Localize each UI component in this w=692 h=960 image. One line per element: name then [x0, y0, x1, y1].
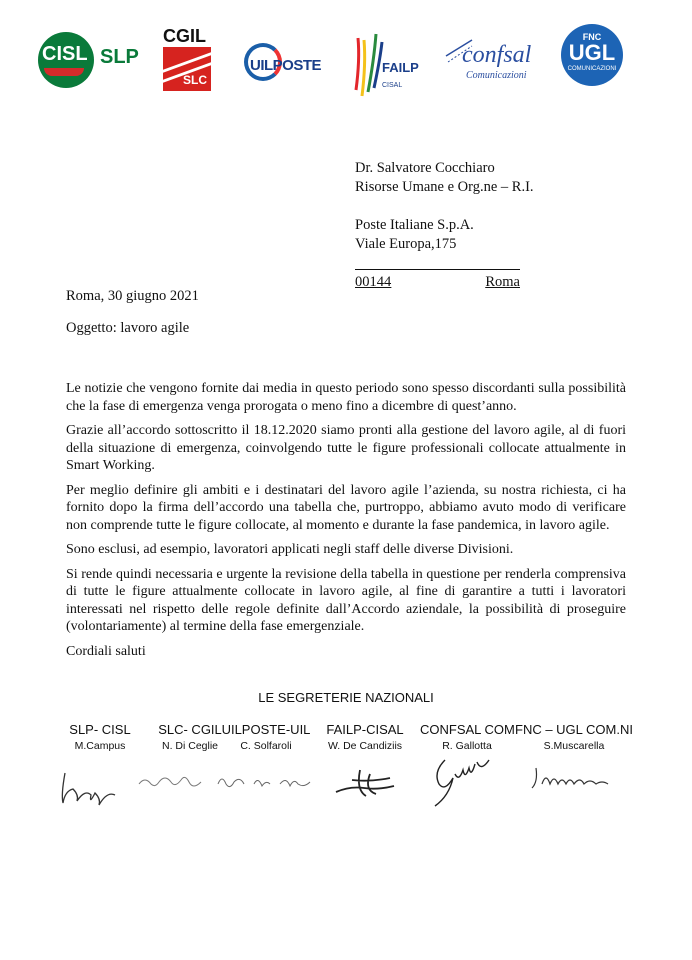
recipient-dept: Risorse Umane e Org.ne – R.I. [355, 179, 534, 195]
letter-subject: Oggetto: lavoro agile [66, 320, 190, 336]
signatory-org: UILPOSTE-UIL [221, 722, 311, 737]
signatory [512, 722, 636, 752]
cisl-red-arc [44, 68, 84, 76]
signatory [310, 722, 420, 752]
recipient-address [355, 159, 534, 292]
signatory-name: R. Gallotta [442, 740, 492, 752]
cisl-slp-logo [38, 28, 148, 88]
closing: Cordiali saluti [66, 643, 146, 659]
recipient-city: Roma [485, 274, 520, 290]
signature-solfaroli [214, 770, 314, 794]
signature-di-ceglie [135, 768, 205, 798]
signatory-org: FAILP-CISAL [326, 722, 404, 737]
recipient-zip-city [355, 273, 520, 292]
signature-gallotta [425, 752, 495, 812]
signature-muscarella [528, 764, 612, 794]
ugl-logo-text: UGL [568, 40, 616, 65]
recipient-street: Viale Europa,175 [355, 236, 457, 252]
cisl-logo-text: CISL [42, 43, 88, 65]
ugl-logo-subtext: COMUNICAZIONI [567, 66, 617, 72]
signatory-org: SLP- CISL [69, 722, 131, 737]
signatory-name: N. Di Ceglie [161, 740, 219, 752]
signatory-org: FNC – UGL COM.NI [515, 722, 633, 737]
cgil-logo-text: CGIL [163, 26, 206, 46]
signatory-org: CONFSAL COM [420, 722, 515, 737]
signatory-name: S.Muscarella [543, 740, 605, 752]
cisal-logo-text: CISAL [382, 82, 403, 89]
signature-campus [55, 765, 125, 810]
uilposte-logo-text: UILPOSTE [250, 57, 322, 74]
failp-cisal-logo [348, 30, 432, 104]
signatory-org: SLC- CGIL [158, 722, 222, 737]
letter-body [66, 380, 626, 667]
signatory-name: W. De Candiziis [327, 740, 403, 752]
zip-underline [355, 269, 520, 270]
paragraph: Le notizie che vengono fornite dai media in questo periodo sono spesso discordanti sulla possibilità che la fase di emergenza venga prorogata o meno fino a dicembre di quest’anno. [66, 381, 626, 414]
letter-date: Roma, 30 giugno 2021 [66, 288, 199, 304]
failp-logo-text: FAILP [382, 60, 419, 75]
failp-flag-icon [352, 30, 384, 100]
cgil-slc-logo [163, 26, 213, 92]
uilposte-logo [240, 43, 330, 83]
recipient-zip: 00144 [355, 274, 392, 290]
confsal-logo-text: confsal [462, 42, 532, 68]
signatory-name: C. Solfaroli [240, 740, 292, 752]
logo-bar [0, 18, 692, 108]
recipient-name: Dr. Salvatore Cocchiaro [355, 160, 495, 176]
paragraph: Grazie all’accordo sottoscritto il 18.12.2020 siamo pronti alla gestione del lavoro agile, al di fuori della situazione di emergenza, coinvolgendo tutte le figure professionali collocate attualmente in Smart Working. [66, 423, 626, 473]
signatory [212, 722, 320, 752]
signatory [420, 722, 514, 752]
paragraph: Sono esclusi, ad esempio, lavoratori applicati negli staff delle diverse Divisioni. [66, 542, 514, 557]
signature-heading: LE SEGRETERIE NAZIONALI [258, 690, 434, 705]
confsal-logo [444, 36, 534, 86]
recipient-company: Poste Italiane S.p.A. [355, 217, 474, 233]
signatory-name: M.Campus [74, 740, 126, 752]
slc-logo-text: SLC [183, 73, 207, 87]
signatory [60, 722, 140, 752]
slc-red-box [163, 47, 211, 91]
signature-de-candiziis [330, 760, 400, 805]
fnc-logo-text: FNC [582, 32, 602, 42]
paragraph: Si rende quindi necessaria e urgente la revisione della tabella in questione per renderla comprensiva di tutte le figure attualmente collocate in lavoro agile, al fine di garantire a tutti i lavoratori interessati nel rispetto delle regole definite dall’Accordo aziendale, la possibilità di proseguire (volontariamente) al termine della fase emergenziale. [66, 566, 626, 634]
fnc-ugl-logo [561, 24, 625, 88]
confsal-logo-subtext: Comunicazioni [466, 70, 527, 81]
slp-logo-text: SLP [100, 46, 139, 68]
paragraph: Per meglio definire gli ambiti e i destinatari del lavoro agile l’azienda, su nostra richiesta, ci ha fornito dopo la firma dell’accordo una tabella che, purtroppo, abbiamo avuto modo di verificare non comprende tutte le figure collocate, al momento e durante la fase pandemica, in lavoro agile. [66, 482, 626, 533]
